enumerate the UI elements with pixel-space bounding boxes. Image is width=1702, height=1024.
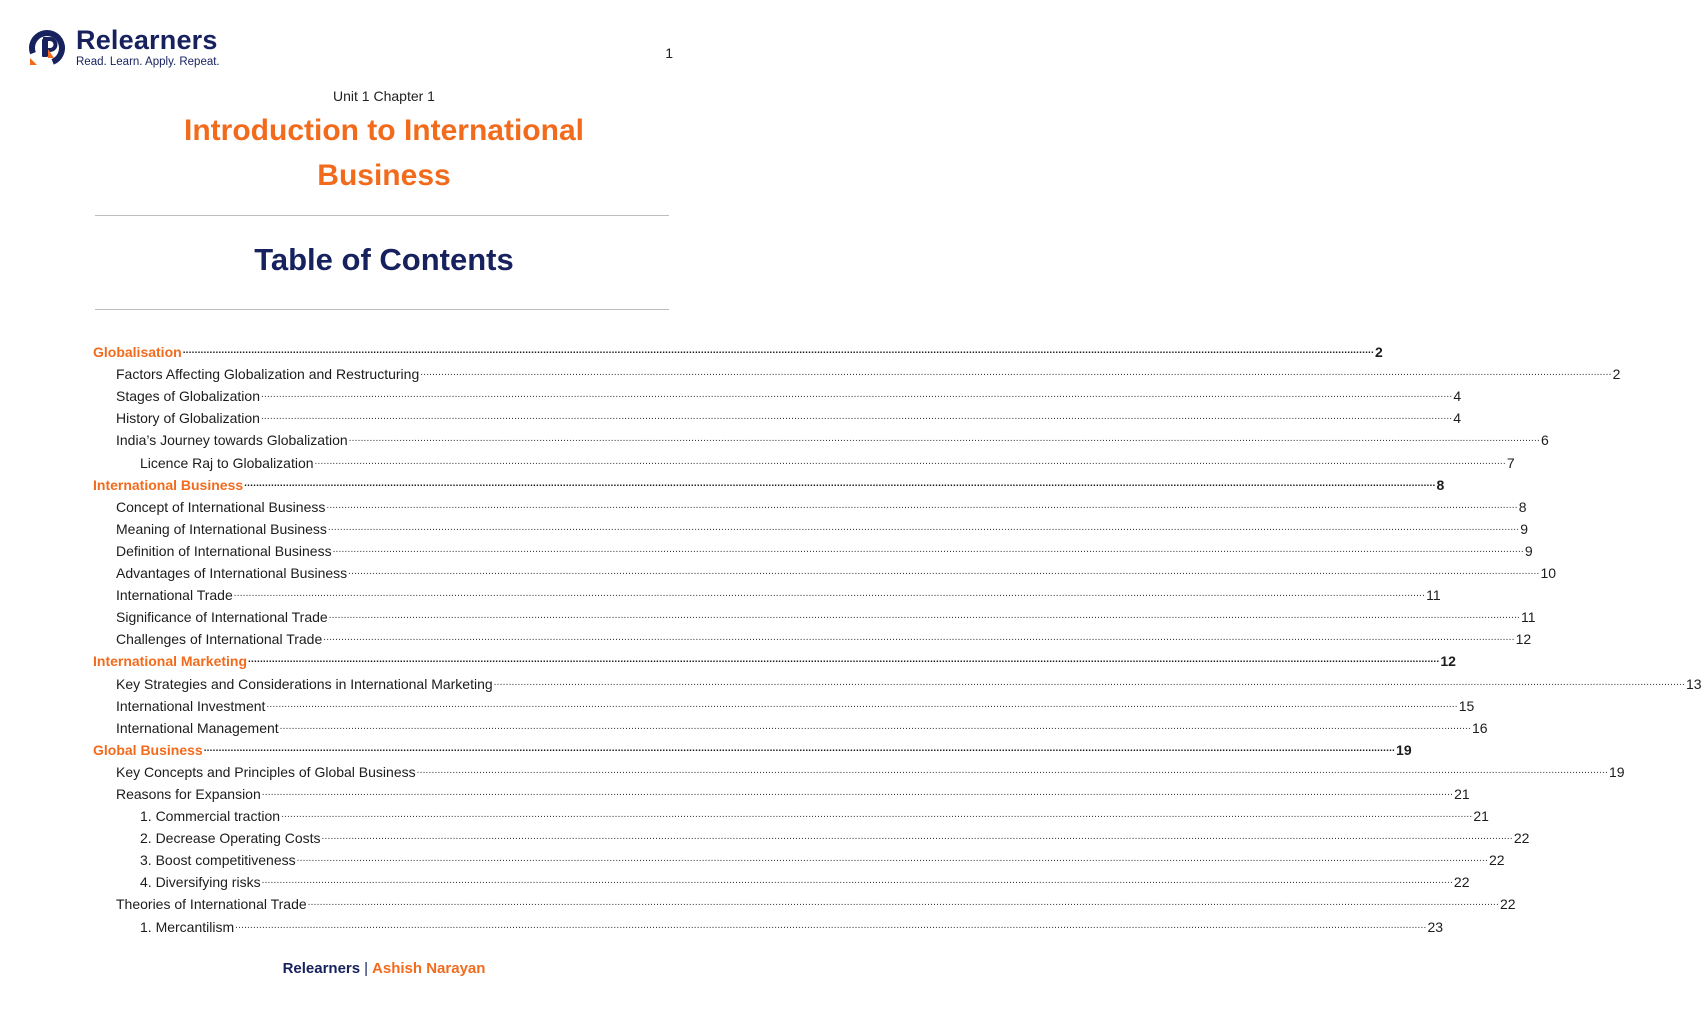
toc-entry-label: Factors Affecting Globalization and Restructuring	[116, 366, 420, 383]
toc-leader-dots: ................................................................................................................................................................................................................................................................................................................................................................................................................	[416, 764, 1608, 776]
toc-entry[interactable]	[93, 450, 1515, 472]
toc-entry-label: International Trade	[116, 587, 233, 604]
toc-leader-dots: ................................................................................................................................................................................................................................................................................................................................................................................................................	[266, 698, 1458, 710]
toc-leader-dots: ................................................................................................................................................................................................................................................................................................................................................................................................................	[235, 919, 1427, 931]
toc-entry-page: 4	[1453, 410, 1462, 427]
toc-entry-label: Key Strategies and Considerations in International Marketing	[116, 675, 493, 692]
toc-entry-page: 11	[1426, 587, 1441, 604]
toc-leader-dots: ................................................................................................................................................................................................................................................................................................................................................................................................................	[326, 499, 1518, 511]
page-footer	[0, 960, 768, 977]
toc-entry-page: 12	[1515, 631, 1532, 648]
toc-entry[interactable]	[93, 605, 1536, 627]
toc-leader-dots: ................................................................................................................................................................................................................................................................................................................................................................................................................	[321, 831, 1513, 843]
toc-entry[interactable]	[93, 539, 1533, 561]
toc-entry-label: Licence Raj to Globalization	[140, 454, 314, 471]
toc-leader-dots: ................................................................................................................................................................................................................................................................................................................................................................................................................	[233, 588, 1426, 600]
toc-entry[interactable]	[93, 384, 1462, 406]
toc-entry-page: 13	[1686, 675, 1702, 692]
toc-entry-page: 21	[1454, 785, 1470, 802]
toc-leader-dots: ................................................................................................................................................................................................................................................................................................................................................................................................................	[244, 477, 1436, 489]
relearners-logo-icon	[26, 27, 68, 69]
toc-section-entry[interactable]	[93, 649, 1456, 671]
toc-entry-label: Challenges of International Trade	[116, 631, 323, 648]
toc-entry-page: 4	[1453, 388, 1462, 405]
toc-entry[interactable]	[93, 495, 1527, 517]
toc-entry-page: 9	[1520, 520, 1529, 537]
toc-entry[interactable]	[93, 517, 1529, 539]
toc-entry-page: 19	[1608, 763, 1625, 780]
toc-entry-page: 15	[1458, 697, 1475, 714]
toc-entry-page: 8	[1436, 476, 1445, 493]
toc-entry-label: Key Concepts and Principles of Global Business	[116, 763, 416, 780]
toc-entry[interactable]	[93, 782, 1470, 804]
toc-entry-label: Significance of International Trade	[116, 609, 328, 626]
toc-entry[interactable]	[93, 694, 1475, 716]
toc-entry[interactable]	[93, 716, 1488, 738]
footer-separator: |	[364, 960, 369, 977]
brand-tagline: Read. Learn. Apply. Repeat.	[76, 56, 220, 68]
toc-entry-page: 8	[1518, 498, 1527, 515]
toc-leader-dots: ................................................................................................................................................................................................................................................................................................................................................................................................................	[307, 897, 1499, 909]
toc-section-entry[interactable]	[93, 738, 1412, 760]
page-header	[26, 26, 220, 70]
toc-entry-label: International Business	[93, 476, 244, 493]
toc-entry-page: 2	[1612, 366, 1621, 383]
toc-entry-label: International Management	[116, 719, 279, 736]
toc-entry-page: 11	[1521, 609, 1536, 626]
toc-entry[interactable]	[93, 406, 1462, 428]
toc-entry-label: 3. Boost competitiveness	[140, 852, 296, 869]
toc-entry-page: 19	[1396, 741, 1412, 758]
toc-entry-label: Globalisation	[93, 344, 182, 361]
toc-leader-dots: ................................................................................................................................................................................................................................................................................................................................................................................................................	[260, 411, 1453, 423]
toc-entry[interactable]	[93, 892, 1516, 914]
footer-author: Ashish Narayan	[372, 960, 486, 977]
toc-leader-dots: ................................................................................................................................................................................................................................................................................................................................................................................................................	[296, 853, 1488, 865]
brand-block	[76, 27, 220, 69]
toc-leader-dots: ................................................................................................................................................................................................................................................................................................................................................................................................................	[327, 521, 1520, 533]
toc-entry-page: 9	[1524, 542, 1533, 559]
toc-entry-label: Definition of International Business	[116, 542, 332, 559]
toc-leader-dots: ................................................................................................................................................................................................................................................................................................................................................................................................................	[420, 367, 1612, 379]
toc-entry-label: 2. Decrease Operating Costs	[140, 830, 321, 847]
toc-entry-page: 22	[1453, 874, 1470, 891]
toc-entry-label: Meaning of International Business	[116, 520, 327, 537]
toc-section-entry[interactable]	[93, 340, 1383, 362]
toc-entry-label: International Marketing	[93, 653, 248, 670]
toc-entry-page: 22	[1513, 830, 1530, 847]
toc-leader-dots: ................................................................................................................................................................................................................................................................................................................................................................................................................	[279, 720, 1471, 732]
footer-brand: Relearners	[282, 960, 361, 977]
toc-entry[interactable]	[93, 583, 1441, 605]
table-of-contents	[93, 340, 1702, 937]
unit-label: Unit 1 Chapter 1	[333, 88, 435, 104]
toc-entry-page: 12	[1440, 653, 1456, 670]
toc-entry-label: Global Business	[93, 741, 203, 758]
toc-entry-page: 23	[1427, 918, 1444, 935]
toc-entry-label: Stages of Globalization	[116, 388, 260, 405]
toc-entry-label: Reasons for Expansion	[116, 785, 261, 802]
toc-entry-label: 1. Commercial traction	[140, 808, 281, 825]
toc-leader-dots: ................................................................................................................................................................................................................................................................................................................................................................................................................	[260, 389, 1453, 401]
document-title: Introduction to International Business	[184, 114, 584, 192]
toc-leader-dots: ................................................................................................................................................................................................................................................................................................................................................................................................................	[314, 455, 1506, 467]
toc-entry-page: 22	[1488, 852, 1505, 869]
page-number: 1	[665, 45, 673, 61]
toc-entry-page: 7	[1506, 454, 1515, 471]
toc-entry-label: Advantages of International Business	[116, 565, 348, 582]
toc-entry[interactable]	[93, 428, 1549, 450]
toc-entry-page: 16	[1472, 719, 1488, 736]
toc-leader-dots: ................................................................................................................................................................................................................................................................................................................................................................................................................	[348, 566, 1540, 578]
divider-bottom	[95, 309, 669, 310]
toc-entry[interactable]	[93, 362, 1621, 384]
toc-entry[interactable]	[93, 804, 1489, 826]
toc-leader-dots: ................................................................................................................................................................................................................................................................................................................................................................................................................	[281, 809, 1473, 821]
toc-entry[interactable]	[93, 870, 1470, 892]
toc-leader-dots: ................................................................................................................................................................................................................................................................................................................................................................................................................	[348, 433, 1540, 445]
toc-entry[interactable]	[93, 627, 1532, 649]
toc-entry-label: Concept of International Business	[116, 498, 326, 515]
toc-leader-dots: ................................................................................................................................................................................................................................................................................................................................................................................................................	[493, 676, 1685, 688]
toc-leader-dots: ................................................................................................................................................................................................................................................................................................................................................................................................................	[328, 610, 1521, 622]
toc-entry-page: 2	[1375, 344, 1383, 361]
toc-leader-dots: ................................................................................................................................................................................................................................................................................................................................................................................................................	[182, 345, 1375, 357]
toc-leader-dots: ................................................................................................................................................................................................................................................................................................................................................................................................................	[261, 786, 1454, 798]
divider-top	[95, 215, 669, 216]
toc-entry[interactable]	[93, 848, 1505, 870]
toc-section-entry[interactable]	[93, 473, 1445, 495]
toc-entry[interactable]	[93, 826, 1530, 848]
toc-entry-label: 4. Diversifying risks	[140, 874, 261, 891]
toc-entry[interactable]	[93, 760, 1625, 782]
toc-entry-page: 10	[1540, 565, 1557, 582]
toc-entry-label: History of Globalization	[116, 410, 260, 427]
brand-name: Relearners	[76, 25, 218, 55]
toc-entry[interactable]	[93, 561, 1557, 583]
toc-entry-label: India’s Journey towards Globalization	[116, 432, 348, 449]
toc-heading: Table of Contents	[254, 242, 514, 277]
toc-entry-label: International Investment	[116, 697, 266, 714]
toc-leader-dots: ................................................................................................................................................................................................................................................................................................................................................................................................................	[332, 543, 1524, 555]
toc-entry[interactable]	[93, 671, 1702, 693]
toc-entry-label: 1. Mercantilism	[140, 918, 235, 935]
toc-entry-page: 6	[1540, 432, 1549, 449]
toc-leader-dots: ................................................................................................................................................................................................................................................................................................................................................................................................................	[323, 632, 1515, 644]
toc-entry-label: Theories of International Trade	[116, 896, 307, 913]
toc-leader-dots: ................................................................................................................................................................................................................................................................................................................................................................................................................	[203, 742, 1396, 754]
toc-leader-dots: ................................................................................................................................................................................................................................................................................................................................................................................................................	[248, 654, 1440, 666]
toc-entry[interactable]	[93, 914, 1444, 936]
toc-entry-page: 22	[1500, 896, 1516, 913]
toc-leader-dots: ................................................................................................................................................................................................................................................................................................................................................................................................................	[261, 875, 1453, 887]
toc-entry-page: 21	[1473, 808, 1489, 825]
